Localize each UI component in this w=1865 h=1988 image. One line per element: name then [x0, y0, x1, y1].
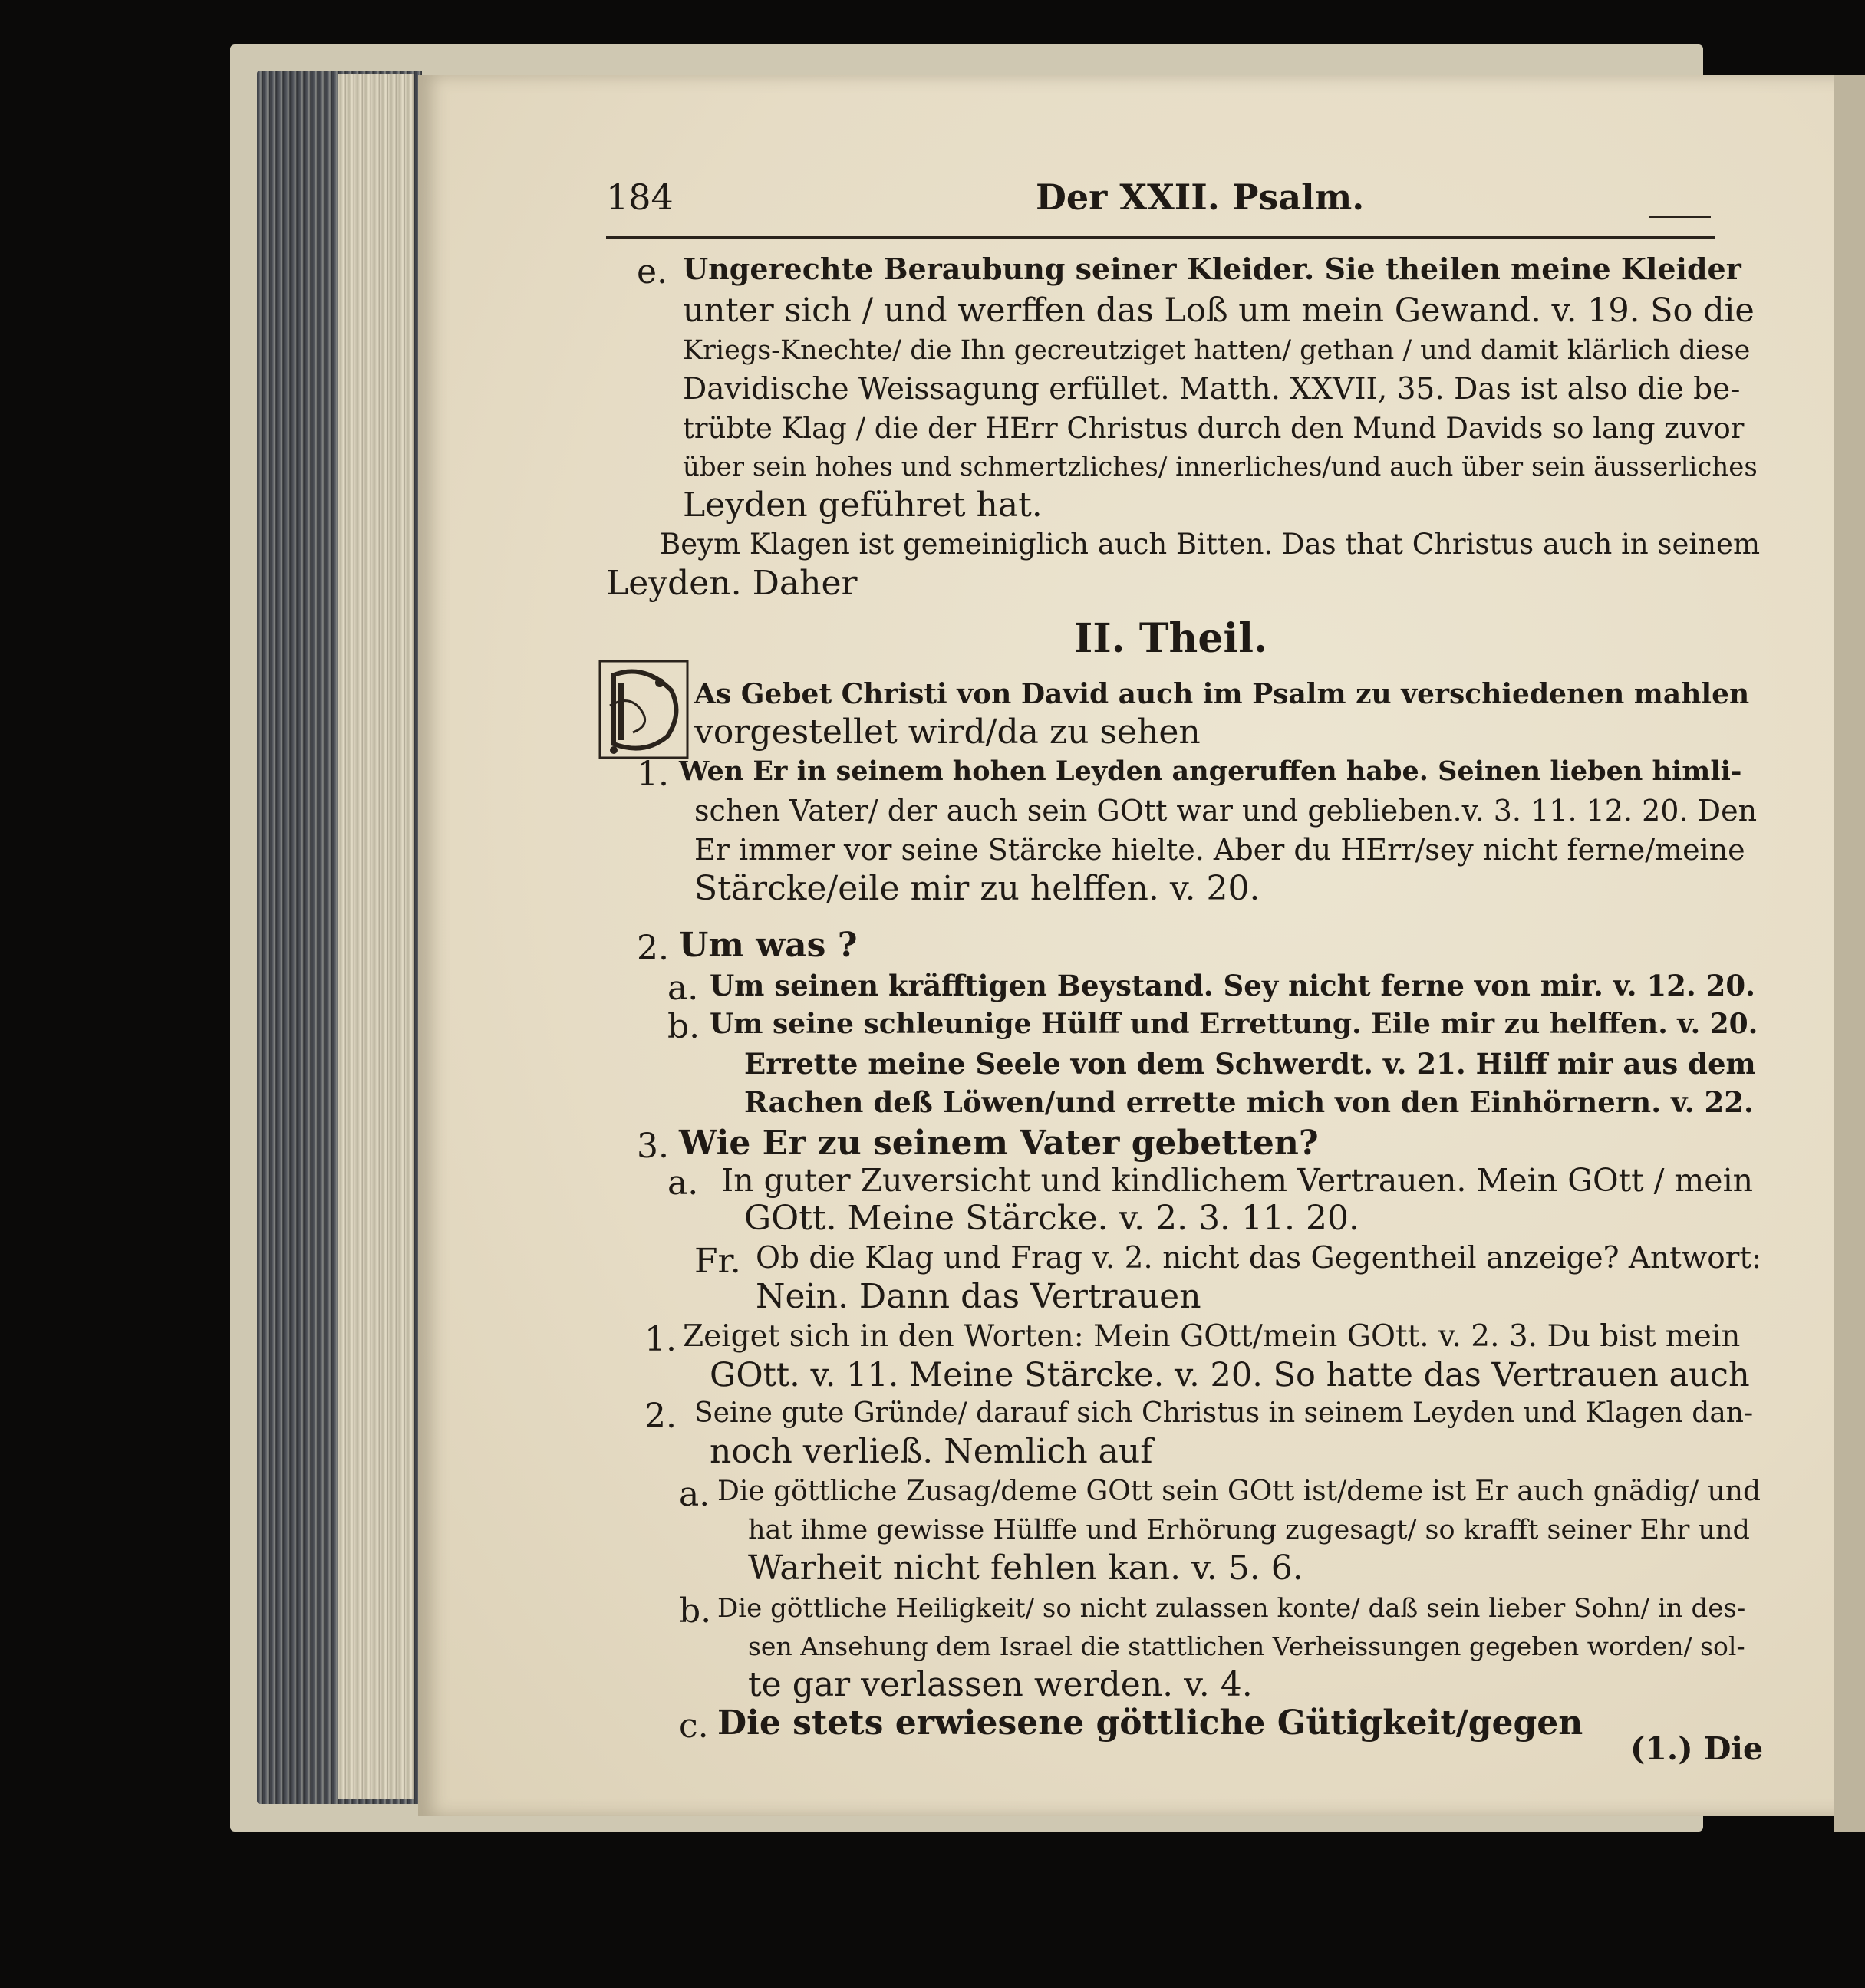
text-line: trübte Klag / die der HErr Christus durch den Mund Davids so lang zuvor — [683, 412, 1745, 445]
list-marker: a. — [667, 969, 699, 1008]
text-line: Ungerechte Beraubung seiner Kleider. Sie theilen meine Kleider — [683, 252, 1741, 286]
list-marker: 1. — [637, 755, 669, 794]
text-line: Wen Er in seinem hohen Leyden angeruffen habe. Seinen lieben himli- — [679, 755, 1742, 787]
text-line: Die stets erwiesene göttliche Gütigkeit/gegen — [717, 1703, 1583, 1743]
text-line: Ob die Klag und Frag v. 2. nicht das Gegentheil anzeige? Antwort: — [756, 1241, 1762, 1275]
section-heading: II. Theil. — [1074, 615, 1268, 662]
text-line: GOtt. Meine Stärcke. v. 2. 3. 11. 20. — [744, 1199, 1359, 1238]
text-line: As Gebet Christi von David auch im Psalm zu verschiedenen mahlen — [694, 678, 1750, 710]
text-line: Er immer vor seine Stärcke hielte. Aber du HErr/sey nicht ferne/meine — [694, 833, 1745, 867]
list-marker: 2. — [637, 929, 669, 968]
text-line: vorgestellet wird/da zu sehen — [694, 713, 1201, 752]
text-line: Um seine schleunige Hülff und Errettung. Eile mir zu helffen. v. 20. — [710, 1008, 1758, 1040]
text-line: GOtt. v. 11. Meine Stärcke. v. 20. So hatte das Vertrauen auch — [710, 1356, 1750, 1394]
text-line: sen Ansehung dem Israel die stattlichen Verheissungen gegeben worden/ sol- — [748, 1631, 1745, 1661]
list-marker: 3. — [637, 1127, 669, 1166]
text-line: Um seinen kräfftigen Beystand. Sey nicht ferne von mir. v. 12. 20. — [710, 969, 1755, 1002]
text-line: über sein hohes und schmertzliches/ innerliches/und auch über sein äusserliches — [683, 452, 1758, 482]
text-line: In guter Zuversicht und kindlichem Vertrauen. Mein GOtt / mein — [721, 1162, 1754, 1199]
text-line: Nein. Dann das Vertrauen — [756, 1277, 1201, 1316]
ornament-icon — [598, 660, 689, 759]
text-line: Um was ? — [679, 926, 858, 965]
list-marker: a. — [679, 1475, 710, 1514]
text-line: Zeiget sich in den Worten: Mein GOtt/mein GOtt. v. 2. 3. Du bist mein — [683, 1319, 1741, 1354]
header-rule-short — [1649, 216, 1711, 218]
marker-e: e. — [637, 252, 668, 291]
text-line: Wie Er zu seinem Vater gebetten? — [679, 1124, 1319, 1163]
list-marker: a. — [667, 1164, 699, 1203]
text-line: Errette meine Seele von dem Schwerdt. v. 21. Hilff mir aus dem — [744, 1047, 1756, 1081]
text-line: Leyden. Daher — [606, 564, 858, 603]
page-edges-light — [338, 74, 414, 1799]
decorative-initial-d — [598, 660, 689, 759]
text-line: Die göttliche Zusag/deme GOtt sein GOtt ist/deme ist Er auch gnädig/ und — [717, 1476, 1761, 1507]
text-line: Kriegs-Knechte/ die Ihn gecreutziget hatten/ gethan / und damit klärlich diese — [683, 335, 1751, 366]
list-marker: Fr. — [694, 1242, 741, 1281]
page-number: 184 — [606, 176, 674, 218]
text-line: Warheit nicht fehlen kan. v. 5. 6. — [748, 1549, 1303, 1588]
text-line: unter sich / und werffen das Loß um mein Gewand. v. 19. So die — [683, 291, 1755, 330]
text-line: Beym Klagen ist gemeiniglich auch Bitten. Das that Christus auch in seinem — [660, 528, 1761, 561]
text-line: schen Vater/ der auch sein GOtt war und geblieben.v. 3. 11. 12. 20. Den — [694, 794, 1758, 828]
list-marker: 2. — [644, 1397, 677, 1436]
text-line: hat ihme gewisse Hülffe und Erhörung zugesagt/ so krafft seiner Ehr und — [748, 1515, 1750, 1545]
header-rule — [606, 236, 1715, 239]
list-marker: b. — [679, 1591, 712, 1631]
facing-page-edge — [1834, 75, 1865, 1832]
text-line: Leyden geführet hat. — [683, 485, 1043, 525]
catchword: (1.) Die — [1630, 1730, 1764, 1767]
text-line: Die göttliche Heiligkeit/ so nicht zulassen konte/ daß sein lieber Sohn/ in des- — [717, 1593, 1746, 1624]
text-line: te gar verlassen werden. v. 4. — [748, 1665, 1253, 1704]
running-title: Der XXII. Psalm. — [1036, 176, 1365, 218]
text-line: Davidische Weissagung erfüllet. Matth. XXVII, 35. Das ist also die be- — [683, 372, 1741, 406]
list-marker: b. — [667, 1007, 700, 1046]
text-line: Stärcke/eile mir zu helffen. v. 20. — [694, 869, 1260, 908]
text-line: Rachen deß Löwen/und errette mich von den Einhörnern. v. 22. — [744, 1085, 1754, 1119]
text-line: noch verließ. Nemlich auf — [710, 1432, 1153, 1471]
list-marker: 1. — [644, 1320, 677, 1359]
text-line: Seine gute Gründe/ darauf sich Christus in seinem Leyden und Klagen dan- — [694, 1397, 1754, 1429]
list-marker: c. — [679, 1707, 709, 1746]
